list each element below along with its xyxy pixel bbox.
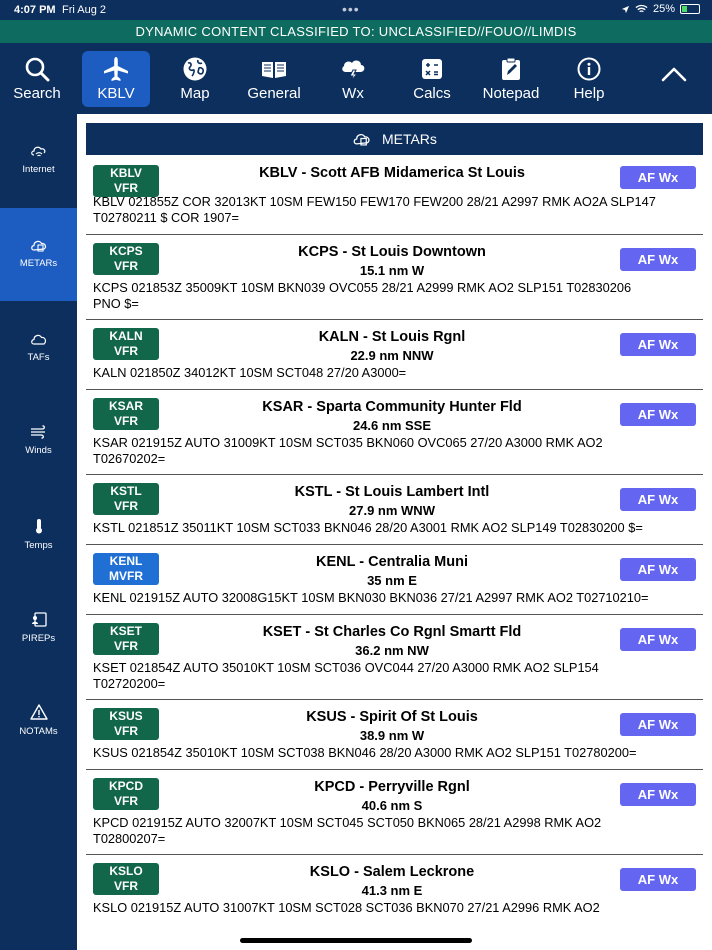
flight-category-badge[interactable]: KBLV VFR	[93, 165, 159, 197]
sidebar	[0, 114, 77, 950]
metar-text: KSUS 021854Z 35010KT 10SM SCT038 BKN046 28/20 A3000 RMK AO2 SLP151 T02780200=	[93, 745, 637, 760]
book-icon	[260, 56, 288, 82]
sidebar-item-tafs[interactable]	[0, 302, 77, 395]
calculator-icon	[419, 56, 445, 82]
info-icon	[576, 56, 602, 82]
metar-row	[86, 160, 703, 235]
metar-row	[86, 855, 703, 950]
station-title: KCPS - St Louis Downtown	[298, 244, 486, 260]
af-wx-button[interactable]: AF Wx	[620, 248, 696, 271]
flight-category-badge[interactable]: KSAR VFR	[93, 398, 159, 430]
status-right	[621, 3, 700, 15]
metar-text: KENL 021915Z AUTO 32008G15KT 10SM BKN030 BKN036 27/21 A2997 RMK AO2 T02710210=	[93, 590, 649, 605]
metar-text: KBLV 021855Z COR 32013KT 10SM FEW150 FEW170 FEW200 28/21 A2997 RMK AO2A SLP147 T02780211 $ COR 1907=	[93, 194, 656, 225]
station-title: KSAR - Sparta Community Hunter Fld	[262, 399, 522, 415]
sidebar-item-winds[interactable]	[0, 395, 77, 488]
panel-title: METARs	[381, 131, 437, 147]
thermometer-icon	[32, 518, 46, 534]
metar-text: KSAR 021915Z AUTO 31009KT 10SM SCT035 BKN060 OVC065 27/20 A3000 RMK AO2 T02670202=	[93, 435, 603, 466]
station-distance: 41.3 nm E	[361, 883, 423, 898]
af-wx-button[interactable]: AF Wx	[620, 783, 696, 806]
af-wx-button[interactable]: AF Wx	[620, 868, 696, 891]
station-title: KSTL - St Louis Lambert Intl	[294, 484, 490, 500]
af-wx-button[interactable]: AF Wx	[620, 488, 696, 511]
sidebar-item-label: METARs	[19, 258, 58, 269]
af-wx-button[interactable]: AF Wx	[620, 558, 696, 581]
nav-label: Search	[13, 85, 61, 102]
metar-row	[86, 615, 703, 700]
metar-text: KSTL 021851Z 35011KT 10SM SCT033 BKN046 28/20 A3001 RMK AO2 SLP149 T02830200 $=	[93, 520, 643, 535]
station-distance: 15.1 nm W	[359, 263, 425, 278]
notepad-icon	[498, 56, 524, 82]
af-wx-button[interactable]: AF Wx	[620, 166, 696, 189]
nav-help[interactable]	[554, 51, 624, 107]
status-date: Fri Aug 2	[62, 4, 107, 16]
nav-label: Notepad	[482, 85, 540, 102]
station-distance: 35 nm E	[367, 573, 417, 588]
wifi-cloud-icon	[30, 144, 48, 158]
sidebar-item-temps[interactable]	[0, 488, 77, 581]
station-title: KSLO - Salem Leckrone	[309, 864, 475, 880]
sidebar-item-label: NOTAMs	[19, 726, 58, 737]
nav-label: KBLV	[97, 85, 135, 102]
nav-map[interactable]	[160, 51, 230, 107]
sidebar-item-pireps[interactable]	[0, 581, 77, 674]
battery-percent: 25%	[652, 3, 675, 15]
warning-icon	[30, 704, 48, 720]
metar-row	[86, 320, 703, 390]
battery-icon	[680, 4, 700, 14]
station-title: KSET - St Charles Co Rgnl Smartt Fld	[262, 624, 522, 640]
af-wx-button[interactable]: AF Wx	[620, 333, 696, 356]
nav-label: Map	[180, 85, 210, 102]
metar-row	[86, 700, 703, 770]
flight-category-badge[interactable]: KCPS VFR	[93, 243, 159, 275]
nav-label: Wx	[342, 85, 364, 102]
sidebar-item-label: PIREPs	[21, 633, 56, 644]
nav-wx[interactable]	[318, 51, 388, 107]
station-title: KENL - Centralia Muni	[316, 554, 468, 570]
status-time: 4:07 PM	[14, 4, 56, 16]
storm-icon	[339, 56, 367, 82]
sidebar-item-label: Internet	[22, 164, 55, 175]
sidebar-item-label: Winds	[25, 445, 52, 456]
location-icon	[621, 5, 630, 14]
metar-text: KSLO 021915Z AUTO 31007KT 10SM SCT028 SCT036 BKN070 27/21 A2996 RMK AO2	[93, 900, 600, 915]
metar-row	[86, 770, 703, 855]
af-wx-button[interactable]: AF Wx	[620, 713, 696, 736]
flight-category-badge[interactable]: KSET VFR	[93, 623, 159, 655]
cloud-outline-icon	[30, 332, 48, 346]
sidebar-item-internet[interactable]	[0, 114, 77, 207]
metar-row	[86, 475, 703, 545]
station-title: KBLV - Scott AFB Midamerica St Louis	[259, 165, 525, 181]
nav-kblv[interactable]	[82, 51, 150, 107]
station-distance: 36.2 nm NW	[355, 643, 429, 658]
af-wx-button[interactable]: AF Wx	[620, 403, 696, 426]
flight-category-badge[interactable]: KALN VFR	[93, 328, 159, 360]
station-distance: 22.9 nm NNW	[350, 348, 434, 363]
metar-text: KSET 021854Z AUTO 35010KT 10SM SCT036 OVC044 27/20 A3000 RMK AO2 SLP154 T02720200=	[93, 660, 599, 691]
flight-category-badge[interactable]: KENL MVFR	[93, 553, 159, 585]
pilot-report-icon	[31, 611, 47, 627]
panel-header	[86, 123, 703, 155]
airplane-icon	[102, 56, 130, 82]
metar-row	[86, 545, 703, 615]
station-title: KALN - St Louis Rgnl	[318, 329, 466, 345]
top-nav	[0, 43, 712, 114]
flight-category-badge[interactable]: KSLO VFR	[93, 863, 159, 895]
chevron-up-icon[interactable]	[660, 65, 688, 83]
flight-category-badge[interactable]: KSTL VFR	[93, 483, 159, 515]
sidebar-item-notams[interactable]	[0, 674, 77, 767]
wind-icon	[30, 425, 48, 439]
search-icon	[24, 56, 50, 82]
af-wx-button[interactable]: AF Wx	[620, 628, 696, 651]
station-distance: 38.9 nm W	[359, 728, 425, 743]
nav-label: Help	[573, 85, 605, 102]
metar-text: KALN 021850Z 34012KT 10SM SCT048 27/20 A3000=	[93, 365, 407, 380]
globe-icon	[182, 56, 208, 82]
nav-label: Calcs	[413, 85, 451, 102]
metar-panel	[77, 114, 712, 950]
status-bar	[0, 0, 712, 20]
nav-general[interactable]	[239, 51, 309, 107]
station-distance: 40.6 nm S	[361, 798, 423, 813]
metar-row	[86, 390, 703, 475]
cloud-icon	[30, 238, 48, 252]
nav-notepad[interactable]	[476, 51, 546, 107]
station-distance: 24.6 nm SSE	[352, 418, 432, 433]
nav-search[interactable]	[2, 51, 72, 107]
nav-calcs[interactable]	[397, 51, 467, 107]
metar-text: KCPS 021853Z 35009KT 10SM BKN039 OVC055 28/21 A2999 RMK AO2 SLP151 T02830206 PNO $=	[93, 280, 632, 311]
station-distance: 27.9 nm WNW	[349, 503, 435, 518]
flight-category-badge[interactable]: KPCD VFR	[93, 778, 159, 810]
nav-label: General	[247, 85, 301, 102]
wifi-icon	[635, 4, 648, 14]
cloud-icon	[352, 131, 372, 146]
metar-text: KPCD 021915Z AUTO 32007KT 10SM SCT045 SCT050 BKN065 28/21 A2998 RMK AO2 T02800207=	[93, 815, 602, 846]
station-title: KPCD - Perryville Rgnl	[314, 779, 470, 795]
sidebar-item-label: Temps	[24, 540, 53, 551]
station-title: KSUS - Spirit Of St Louis	[306, 709, 478, 725]
flight-category-badge[interactable]: KSUS VFR	[93, 708, 159, 740]
sidebar-item-label: TAFs	[27, 352, 50, 363]
multitask-dots-icon[interactable]: •••	[342, 1, 360, 17]
sidebar-item-metars[interactable]	[0, 208, 77, 301]
home-indicator[interactable]	[240, 938, 472, 943]
metar-row	[86, 235, 703, 320]
classification-banner: DYNAMIC CONTENT CLASSIFIED TO: UNCLASSIFIED//FOUO//LIMDIS	[0, 20, 712, 43]
